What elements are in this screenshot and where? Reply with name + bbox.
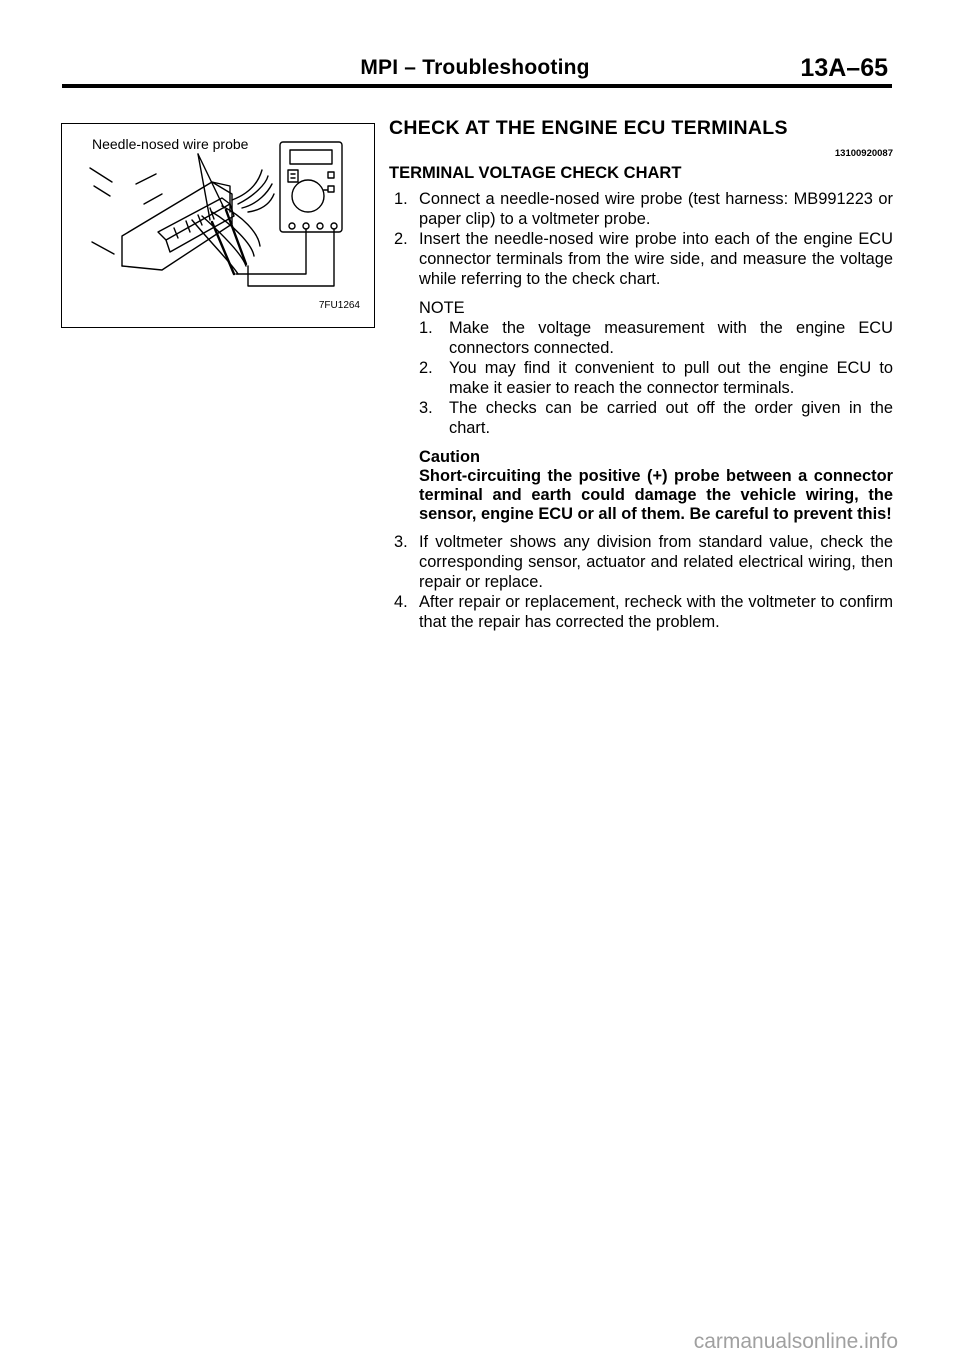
list-item: 1. Make the voltage measurement with the engine ECU connectors connected. [419,319,893,357]
note-block [419,298,893,438]
page-number: 13A–65 [800,54,888,82]
section-subtitle: TERMINAL VOLTAGE CHECK CHART [389,164,682,182]
caution-block [419,448,893,524]
list-item: 3. The checks can be carried out off the order given in the chart. [419,399,893,437]
list-item: 3. If voltmeter shows any division from standard value, check the corresponding sensor, actuator and related electrical wiring, then repair or replace. [394,533,893,591]
caution-label: Caution [419,448,481,466]
document-code: 13100920087 [834,148,893,159]
list-item: 4. After repair or replacement, recheck with the voltmeter to confirm that the repair has corrected the problem. [394,593,893,631]
list-item: 2. You may find it convenient to pull out the engine ECU to make it easier to reach the connector terminals. [419,359,893,397]
content-column [389,118,893,632]
list-item: 2. Insert the needle-nosed wire probe into each of the engine ECU connector terminals from the wire side, and measure the voltage while referring to the check chart. [394,230,893,288]
figure-code: 7FU1264 [318,300,360,311]
watermark: carmanualsonline.info [693,1330,898,1353]
ecu-probe-illustration [62,124,376,329]
header-title: MPI – Troubleshooting [360,56,590,79]
steps-list-continued [389,532,893,632]
steps-list [389,189,893,289]
caution-text: Short-circuiting the positive (+) probe between a connector terminal and earth could damage the vehicle wiring, the sensor, engine ECU or all of them. Be careful to prevent this! [419,467,893,523]
header-rule [62,84,892,88]
page-header [62,56,888,86]
ecu-probe-figure [61,123,375,328]
figure-label: Needle-nosed wire probe [92,136,249,152]
section-title: CHECK AT THE ENGINE ECU TERMINALS [389,117,788,139]
note-label: NOTE [419,299,465,317]
list-item: 1. Connect a needle-nosed wire probe (test harness: MB991223 or paper clip) to a voltmeter probe. [394,190,893,228]
